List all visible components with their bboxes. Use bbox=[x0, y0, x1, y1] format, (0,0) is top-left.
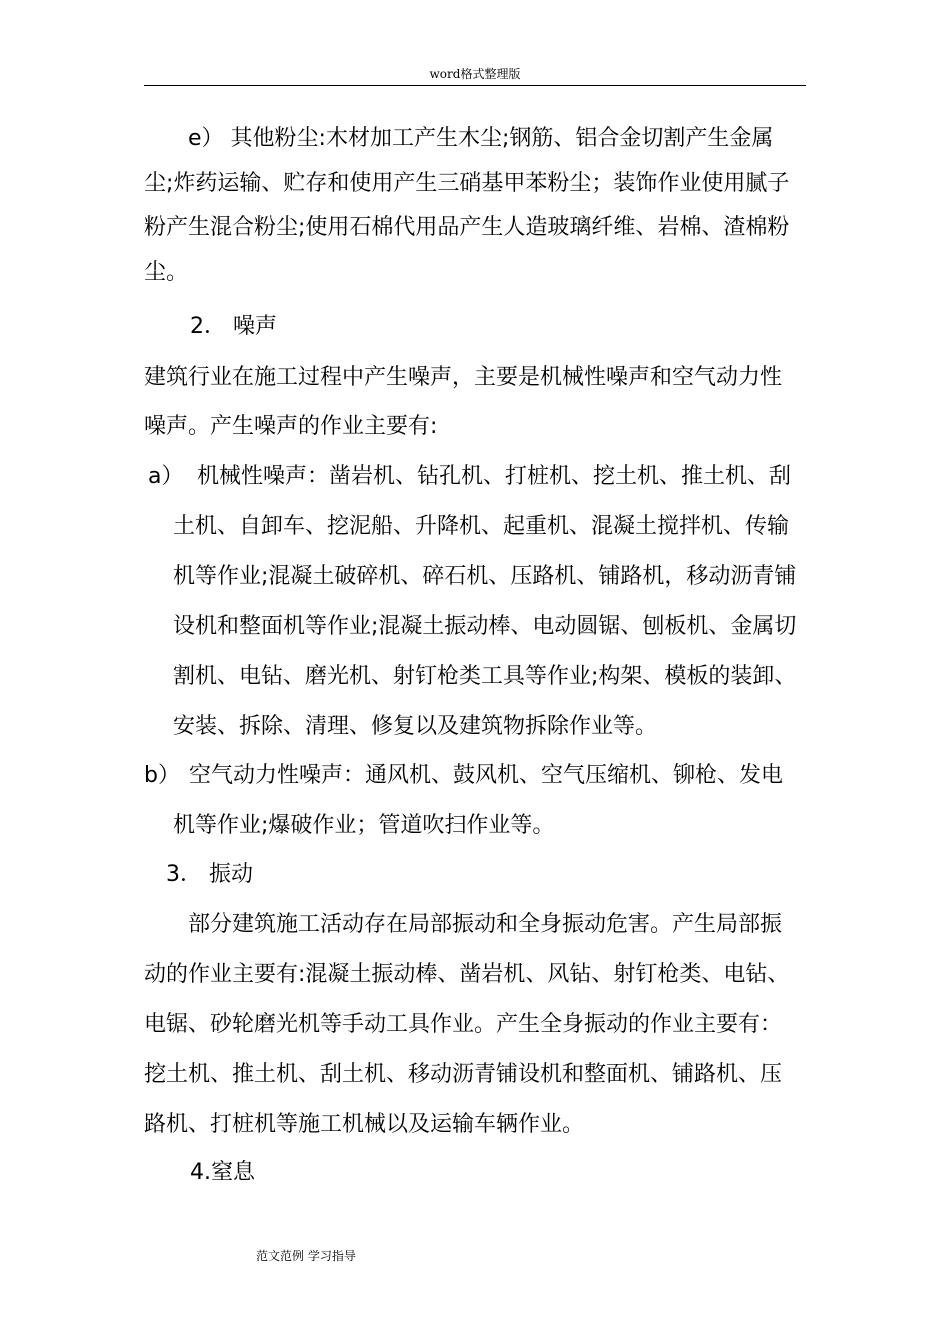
text-line: 路机、打桩机等施工机械以及运输车辆作业。 bbox=[144, 1112, 585, 1137]
text-line: 机等作业;爆破作业；管道吹扫作业等。 bbox=[173, 813, 555, 838]
text-line: 土机、自卸车、挖泥船、升降机、起重机、混凝土搅拌机、传输 bbox=[173, 514, 790, 539]
header-divider bbox=[144, 85, 806, 86]
paragraph-noise-intro bbox=[144, 363, 806, 442]
text-line: 设机和整面机等作业;混凝土振动棒、电动圆锯、刨板机、金属切 bbox=[173, 614, 797, 639]
text-line: 噪声。产生噪声的作业主要有: bbox=[144, 414, 438, 439]
section-heading-vibration: 3． 振动 bbox=[166, 862, 253, 887]
text-line: 割机、电钻、磨光机、射钉枪类工具等作业;构架、模板的装卸、 bbox=[173, 664, 797, 689]
paragraph-vibration bbox=[144, 910, 806, 1140]
text-line: 电锯、砂轮磨光机等手动工具作业。产生全身振动的作业主要有： bbox=[144, 1012, 783, 1037]
list-marker-b: b） bbox=[144, 763, 180, 788]
text-line: 动的作业主要有:混凝土振动棒、凿岩机、风钻、射钉枪类、电钻、 bbox=[144, 962, 790, 987]
text-line: 粉产生混合粉尘;使用石棉代用品产生人造玻璃纤维、岩棉、渣棉粉 bbox=[144, 215, 790, 240]
page-footer: 范文范例 学习指导 bbox=[256, 1249, 356, 1263]
paragraph-mechanical-noise bbox=[173, 462, 808, 742]
paragraph-other-dust bbox=[144, 124, 806, 288]
text-line: 机械性噪声：凿岩机、钻孔机、打桩机、挖土机、推土机、刮 bbox=[197, 464, 792, 489]
section-heading-suffocation: 4.窒息 bbox=[190, 1160, 255, 1185]
text-line: 安装、拆除、清理、修复以及建筑物拆除作业等。 bbox=[173, 714, 658, 739]
text-line: 尘;炸药运输、贮存和使用产生三硝基甲苯粉尘；装饰作业使用腻子 bbox=[144, 171, 790, 196]
text-line: 建筑行业在施工过程中产生噪声，主要是机械性噪声和空气动力性 bbox=[144, 365, 783, 390]
text-line: 部分建筑施工活动存在局部振动和全身振动危害。产生局部振 bbox=[188, 912, 783, 937]
text-line: 尘。 bbox=[144, 260, 189, 285]
text-line: 挖土机、推土机、刮土机、移动沥青铺设机和整面机、铺路机、压 bbox=[144, 1062, 783, 1087]
text-line: e） 其他粉尘:木材加工产生木尘;钢筋、铝合金切割产生金属 bbox=[188, 126, 774, 151]
text-line: 空气动力性噪声：通风机、鼓风机、空气压缩机、铆枪、发电 bbox=[189, 763, 784, 788]
paragraph-aerodynamic-noise bbox=[173, 761, 808, 841]
text-line: 机等作业;混凝土破碎机、碎石机、压路机、铺路机，移动沥青铺 bbox=[173, 564, 797, 589]
page-header: word格式整理版 bbox=[429, 67, 521, 81]
list-marker-a: a） bbox=[148, 464, 184, 489]
section-heading-noise: 2． 噪声 bbox=[190, 314, 277, 339]
